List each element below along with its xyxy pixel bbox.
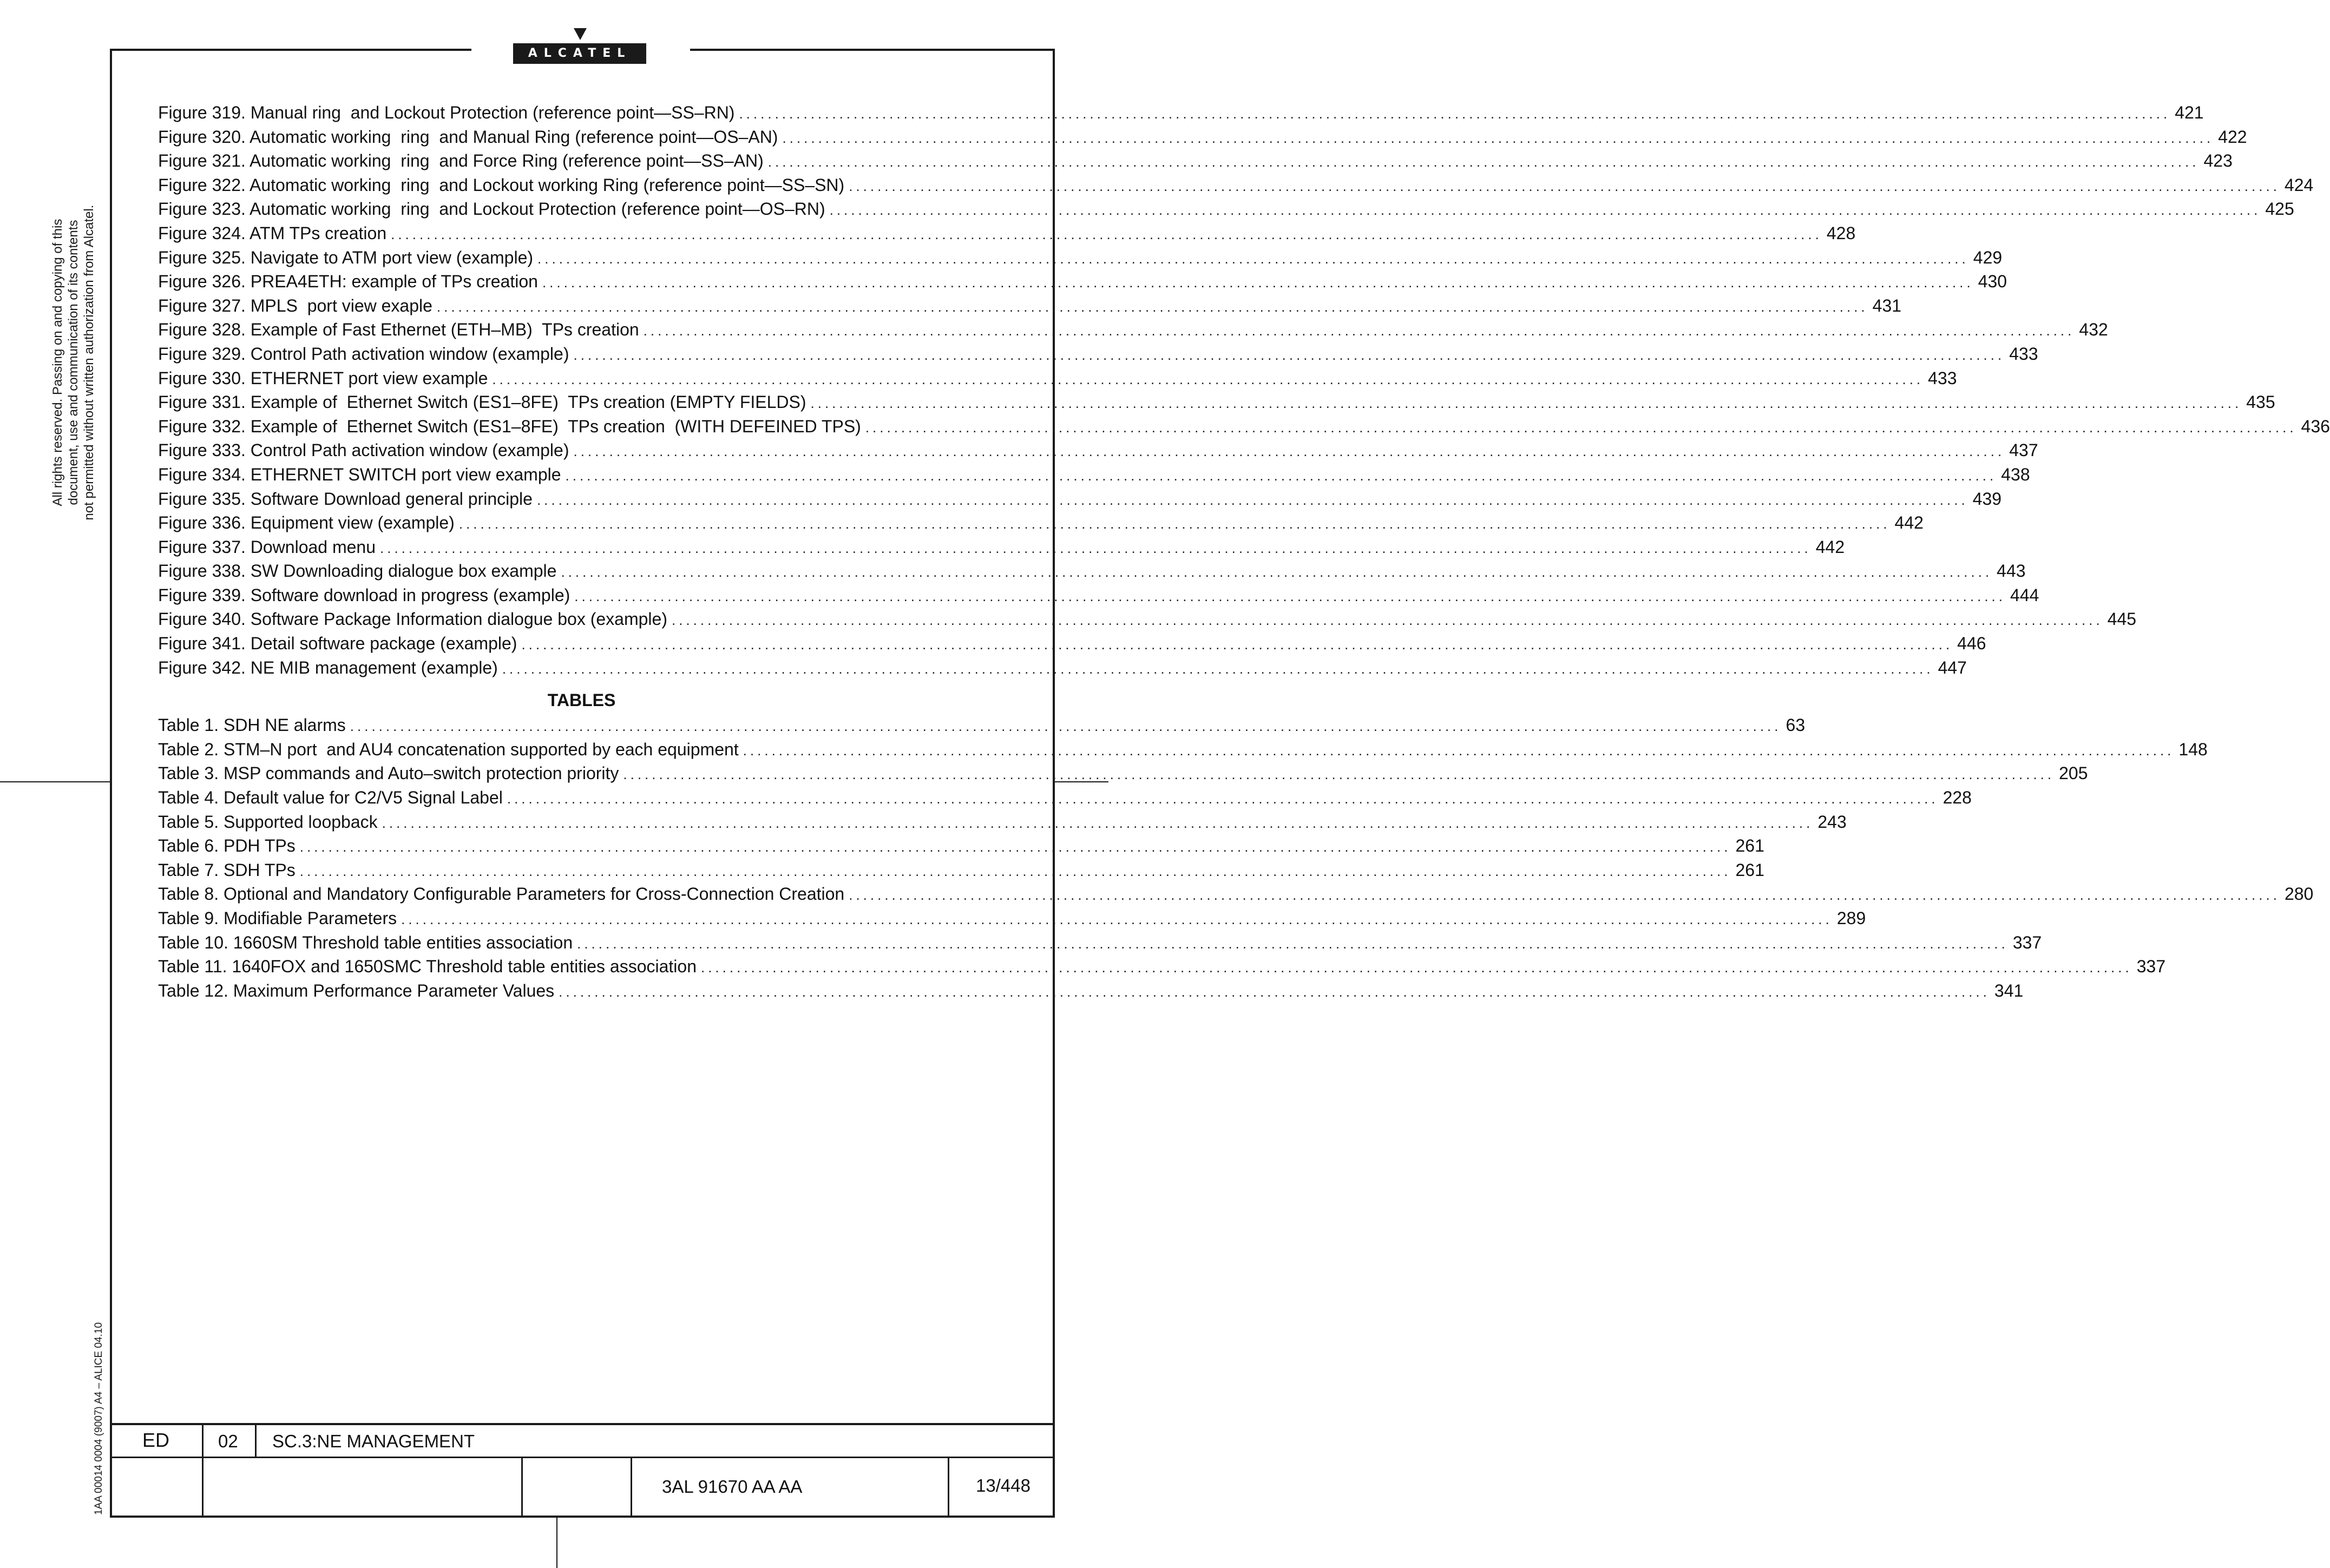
table-entry[interactable]	[158, 761, 2088, 786]
figure-entry[interactable]	[158, 101, 2204, 125]
footer-divider	[948, 1457, 949, 1518]
dot-leader: ........................................................................................................................................................................................................	[458, 516, 1891, 532]
figure-entry-page: 442	[1815, 537, 1845, 557]
figure-entry-title: Figure 337. Download menu	[158, 537, 376, 557]
dot-leader: ........................................................................................................................................................................................................	[700, 959, 2132, 976]
table-entry-page: 289	[1836, 908, 1866, 928]
dot-leader: ........................................................................................................................................................................................................	[502, 660, 1934, 677]
figure-entry-title: Figure 334. ETHERNET SWITCH port view example	[158, 464, 561, 484]
document-footer	[110, 1423, 1055, 1518]
table-entry-page: 63	[1786, 715, 1806, 735]
dot-leader: ........................................................................................................................................................................................................	[391, 226, 1822, 242]
figure-entry[interactable]	[158, 414, 2330, 439]
figure-entry-page: 435	[2246, 392, 2275, 412]
dot-leader: ........................................................................................................................................................................................................	[492, 371, 1924, 387]
figure-entry-title: Figure 336. Equipment view (example)	[158, 513, 455, 533]
table-entry[interactable]	[158, 931, 2042, 955]
footer-divider	[631, 1457, 632, 1518]
document-reference: 3AL 91670 AA AA	[662, 1477, 803, 1497]
frame-top-left	[110, 49, 471, 51]
dot-leader: ........................................................................................................................................................................................................	[299, 862, 1731, 879]
tables-list	[158, 713, 2314, 1003]
table-entry[interactable]	[158, 834, 1764, 858]
figure-entry-page: 445	[2107, 609, 2137, 629]
figure-entry[interactable]	[158, 511, 1924, 535]
dot-leader: ........................................................................................................................................................................................................	[643, 322, 2075, 339]
figure-entry[interactable]	[158, 149, 2233, 173]
figure-entry[interactable]	[158, 438, 2038, 463]
table-entry[interactable]	[158, 906, 1866, 931]
frame-top-right	[690, 49, 1055, 51]
dot-leader: ........................................................................................................................................................................................................	[436, 298, 1868, 315]
dot-leader: ........................................................................................................................................................................................................	[573, 443, 2005, 460]
table-entry-page: 205	[2059, 763, 2088, 783]
figure-entry-title: Figure 323. Automatic working ring and Lockout Protection (reference point—OS–RN)	[158, 199, 825, 219]
figure-entry-title: Figure 333. Control Path activation window (example)	[158, 440, 569, 460]
footer-divider	[202, 1423, 204, 1518]
figure-entry[interactable]	[158, 390, 2275, 414]
table-entry-page: 148	[2178, 739, 2208, 759]
figure-entry-title: Figure 320. Automatic working ring and Manual Ring (reference point—OS–AN)	[158, 127, 778, 147]
figure-entry-page: 424	[2284, 175, 2314, 195]
figure-entry-page: 425	[2265, 199, 2294, 219]
footer-rule	[110, 1423, 1055, 1425]
dot-leader: ........................................................................................................................................................................................................	[561, 564, 1993, 581]
table-entry-page: 243	[1817, 812, 1847, 832]
figure-entry[interactable]	[158, 246, 2003, 270]
table-entry-title: Table 9. Modifiable Parameters	[158, 908, 397, 928]
figure-entry-page: 422	[2218, 127, 2247, 147]
figure-entry[interactable]	[158, 342, 2038, 366]
figure-entry-title: Figure 338. SW Downloading dialogue box example	[158, 561, 557, 581]
figure-entry-page: 421	[2175, 103, 2204, 122]
dot-leader: ........................................................................................................................................................................................................	[536, 491, 1968, 508]
table-entry-title: Table 6. PDH TPs	[158, 836, 296, 856]
figure-entry[interactable]	[158, 318, 2108, 342]
table-entry-page: 341	[1994, 980, 2024, 1000]
table-entry[interactable]	[158, 954, 2166, 979]
figure-entry-page: 446	[1957, 634, 1986, 654]
figure-entry[interactable]	[158, 487, 2002, 511]
figure-entry[interactable]	[158, 221, 1856, 246]
dot-leader: ........................................................................................................................................................................................................	[382, 814, 1814, 831]
figure-entry-page: 436	[2301, 416, 2330, 436]
list-of-figures-and-tables	[158, 101, 2330, 1003]
dot-leader: ........................................................................................................................................................................................................	[767, 154, 2200, 170]
figure-entry[interactable]	[158, 656, 1967, 680]
dot-leader: ........................................................................................................................................................................................................	[849, 887, 2280, 904]
footer-divider	[521, 1457, 523, 1518]
table-entry-title: Table 3. MSP commands and Auto–switch protection priority	[158, 763, 619, 783]
table-entry-page: 280	[2284, 884, 2314, 904]
figure-entry-title: Figure 341. Detail software package (example)	[158, 634, 517, 654]
figure-entry[interactable]	[158, 366, 1957, 391]
dot-leader: ........................................................................................................................................................................................................	[521, 636, 1953, 653]
dot-leader: ........................................................................................................................................................................................................	[743, 742, 2175, 759]
figure-entry-title: Figure 332. Example of Ethernet Switch (ES1–8FE) TPs creation (WITH DEFEINED TPS)	[158, 416, 861, 436]
figure-entry[interactable]	[158, 294, 1902, 318]
table-entry-page: 261	[1735, 836, 1764, 856]
dot-leader: ........................................................................................................................................................................................................	[565, 467, 1997, 484]
figures-list	[158, 101, 2330, 680]
dot-leader: ........................................................................................................................................................................................................	[542, 274, 1974, 291]
table-entry-page: 337	[2136, 957, 2166, 977]
figure-entry-title: Figure 322. Automatic working ring and Lockout working Ring (reference point—SS–SN)	[158, 175, 845, 195]
figure-entry-title: Figure 339. Software download in progress (example)	[158, 585, 570, 605]
dot-leader: ........................................................................................................................................................................................................	[865, 419, 2297, 436]
bottom-center-mark	[556, 1518, 557, 1568]
figure-entry-page: 439	[1972, 489, 2002, 509]
section-title: SC.3:NE MANAGEMENT	[272, 1431, 475, 1451]
table-entry-title: Table 8. Optional and Mandatory Configurable Parameters for Cross-Connection Creation	[158, 884, 845, 904]
figure-entry-title: Figure 335. Software Download general principle	[158, 489, 533, 509]
dot-leader: ........................................................................................................................................................................................................	[507, 790, 1939, 807]
figure-entry-page: 431	[1872, 295, 1902, 315]
figure-entry-page: 428	[1826, 223, 1856, 243]
figure-entry-title: Figure 331. Example of Ethernet Switch (ES1–8FE) TPs creation (EMPTY FIELDS)	[158, 392, 806, 412]
figure-entry[interactable]	[158, 269, 2007, 294]
dot-leader: ........................................................................................................................................................................................................	[350, 718, 1782, 735]
table-entry-title: Table 12. Maximum Performance Parameter Values	[158, 980, 555, 1000]
figure-entry-title: Figure 327. MPLS port view exaple	[158, 295, 432, 315]
edition-number: 02	[218, 1431, 238, 1451]
table-entry[interactable]	[158, 737, 2208, 762]
figure-entry-title: Figure 326. PREA4ETH: example of TPs creation	[158, 272, 538, 292]
table-entry-title: Table 5. Supported loopback	[158, 812, 378, 832]
figure-entry-page: 432	[2079, 320, 2108, 340]
dot-leader: ........................................................................................................................................................................................................	[782, 129, 2214, 146]
figure-entry-title: Figure 328. Example of Fast Ethernet (ETH–MB) TPs creation	[158, 320, 639, 340]
dot-leader: ........................................................................................................................................................................................................	[401, 911, 1833, 927]
figure-entry[interactable]	[158, 607, 2137, 631]
figure-entry-title: Figure 319. Manual ring and Lockout Protection (reference point—SS–RN)	[158, 103, 735, 122]
footer-rule	[110, 1457, 1055, 1458]
figure-entry-page: 438	[2001, 464, 2030, 484]
figure-entry[interactable]	[158, 173, 2314, 197]
table-entry-page: 228	[1942, 788, 1972, 808]
dot-leader: ........................................................................................................................................................................................................	[380, 539, 1812, 556]
table-entry[interactable]	[158, 858, 1764, 882]
logo-arrow-icon	[574, 28, 587, 40]
figure-entry[interactable]	[158, 583, 2039, 608]
figure-entry-title: Figure 321. Automatic working ring and Force Ring (reference point—SS–AN)	[158, 151, 764, 171]
table-entry[interactable]	[158, 786, 1972, 810]
figure-entry-page: 433	[2009, 344, 2038, 364]
tables-heading: TABLES	[547, 690, 616, 710]
dot-leader: ........................................................................................................................................................................................................	[577, 935, 2009, 952]
figure-entry[interactable]	[158, 197, 2294, 221]
figure-entry[interactable]	[158, 559, 2026, 583]
table-entry-title: Table 2. STM–N port and AU4 concatenation supported by each equipment	[158, 739, 739, 759]
dot-leader: ........................................................................................................................................................................................................	[537, 250, 1969, 267]
table-entry-title: Table 7. SDH TPs	[158, 860, 296, 880]
fold-mark-left	[0, 781, 110, 782]
figure-entry-page: 447	[1938, 657, 1967, 677]
figure-entry[interactable]	[158, 631, 1986, 656]
figure-entry-title: Figure 330. ETHERNET port view example	[158, 368, 488, 388]
alcatel-logo: ALCATEL	[513, 43, 646, 64]
dot-leader: ........................................................................................................................................................................................................	[829, 202, 2261, 219]
table-entry-page: 337	[2012, 932, 2042, 952]
figure-entry-page: 429	[1973, 247, 2003, 267]
table-entry-title: Table 4. Default value for C2/V5 Signal Label	[158, 788, 503, 808]
table-entry[interactable]	[158, 979, 2024, 1003]
dot-leader: ........................................................................................................................................................................................................	[299, 839, 1731, 855]
figure-entry-page: 437	[2009, 440, 2038, 460]
dot-leader: ........................................................................................................................................................................................................	[573, 346, 2005, 363]
figure-entry-page: 423	[2203, 151, 2233, 171]
table-entry-title: Table 1. SDH NE alarms	[158, 715, 346, 735]
edition-label: ED	[142, 1429, 170, 1451]
figure-entry-page: 430	[1978, 272, 2007, 292]
page-number: 13/448	[976, 1475, 1031, 1495]
figure-entry-page: 442	[1894, 513, 1924, 533]
figure-entry[interactable]	[158, 463, 2030, 487]
frame-left	[110, 49, 112, 1518]
table-entry[interactable]	[158, 810, 1847, 834]
figure-entry-title: Figure 340. Software Package Information dialogue box (example)	[158, 609, 667, 629]
figure-entry-page: 443	[1997, 561, 2026, 581]
dot-leader: ........................................................................................................................................................................................................	[739, 106, 2171, 122]
table-entry[interactable]	[158, 882, 2314, 906]
dot-leader: ........................................................................................................................................................................................................	[810, 395, 2242, 412]
dot-leader: ........................................................................................................................................................................................................	[574, 588, 2006, 604]
figure-entry-page: 433	[1928, 368, 1957, 388]
figure-entry-page: 444	[2010, 585, 2039, 605]
table-entry-page: 261	[1735, 860, 1764, 880]
table-entry[interactable]	[158, 713, 1806, 737]
figure-entry[interactable]	[158, 535, 1845, 559]
figure-entry[interactable]	[158, 125, 2247, 149]
footer-divider	[255, 1423, 257, 1457]
figure-entry-title: Figure 329. Control Path activation window (example)	[158, 344, 569, 364]
table-entry-title: Table 10. 1660SM Threshold table entities association	[158, 932, 573, 952]
figure-entry-title: Figure 324. ATM TPs creation	[158, 223, 387, 243]
figure-entry-title: Figure 325. Navigate to ATM port view (example)	[158, 247, 534, 267]
table-entry-title: Table 11. 1640FOX and 1650SMC Threshold table entities association	[158, 957, 697, 977]
dot-leader: ........................................................................................................................................................................................................	[623, 766, 2055, 783]
document-code: 1AA 00014 0004 (9007) A4 – ALICE 04.10	[93, 1322, 104, 1515]
dot-leader: ........................................................................................................................................................................................................	[849, 177, 2280, 194]
dot-leader: ........................................................................................................................................................................................................	[559, 983, 1990, 1000]
copyright-notice: All rights reserved. Passing on and copying of this document, use and communication of its contents not permitted without written authorization from Alcatel.	[50, 205, 96, 521]
dot-leader: ........................................................................................................................................................................................................	[671, 612, 2103, 629]
figure-entry-title: Figure 342. NE MIB management (example)	[158, 657, 498, 677]
